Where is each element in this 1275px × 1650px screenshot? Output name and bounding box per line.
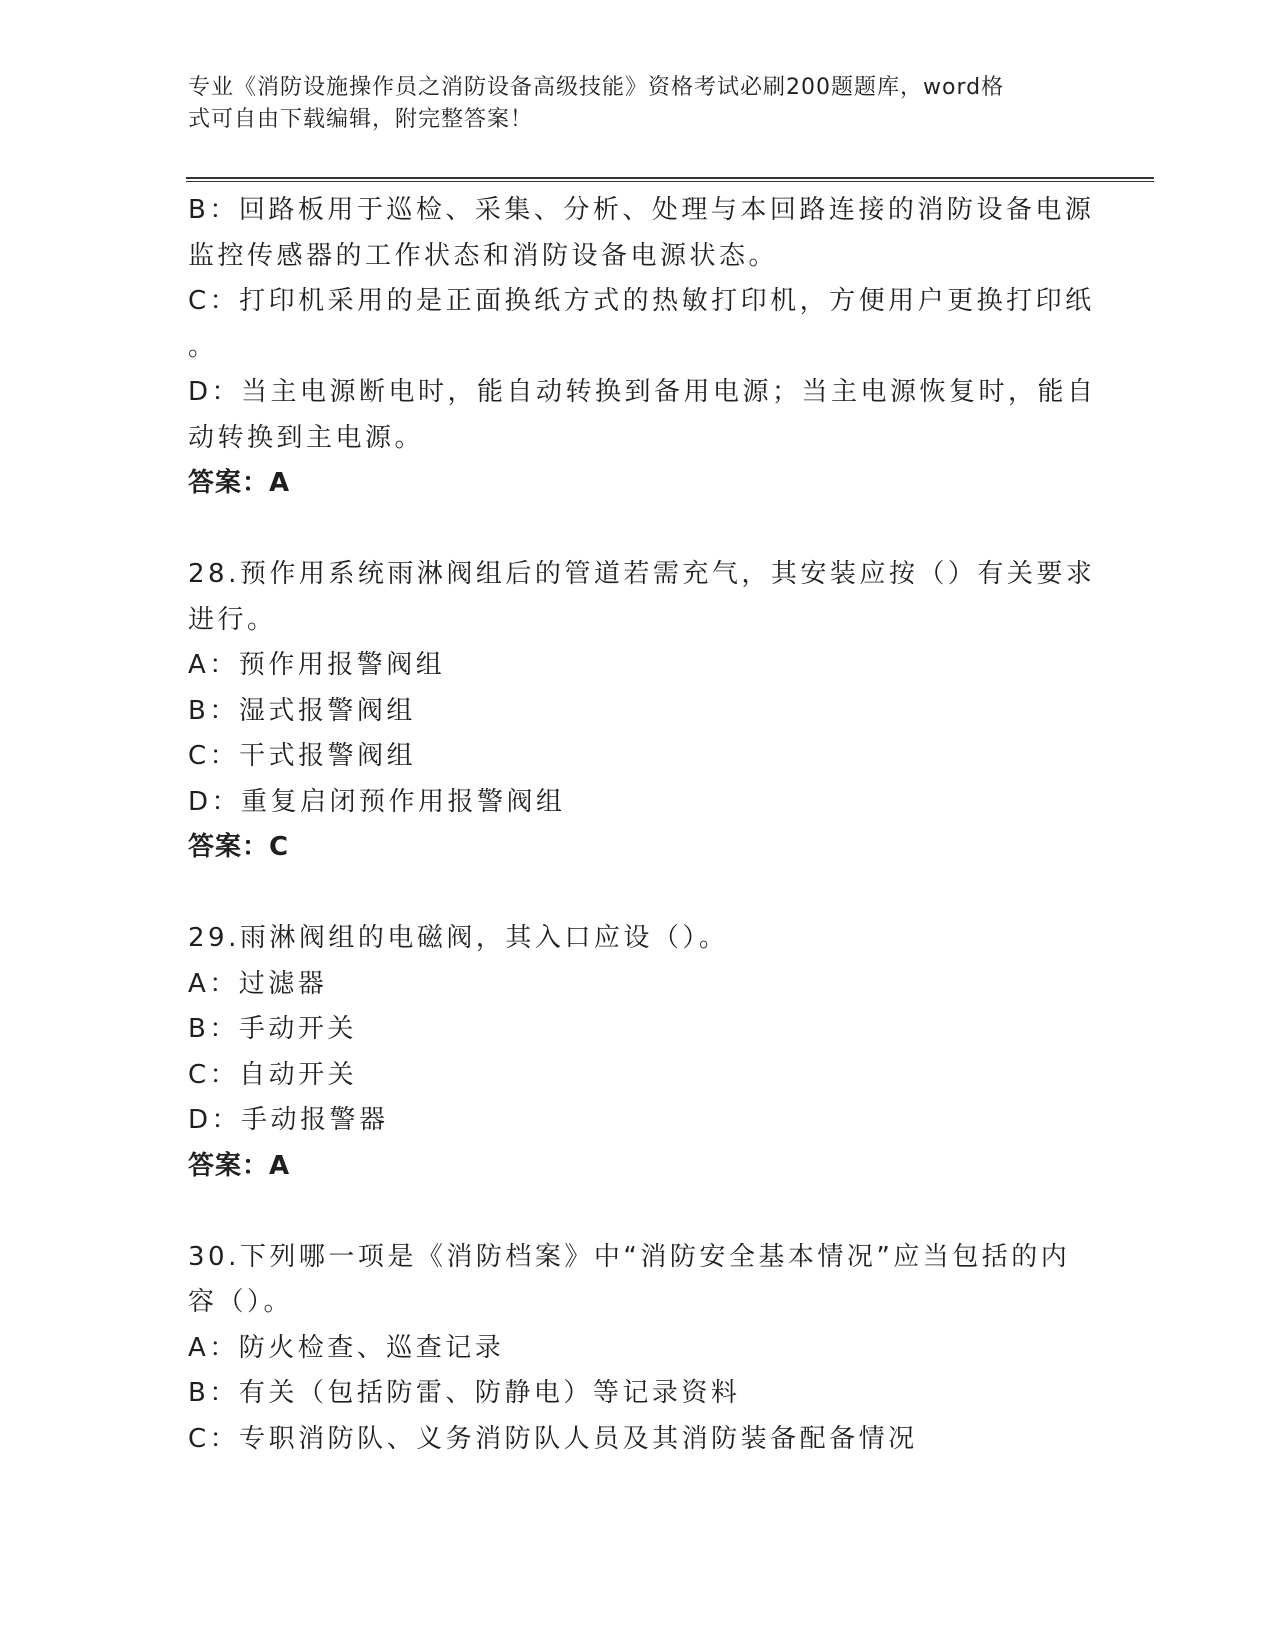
option-d: D：手动报警器: [188, 1105, 389, 1135]
option-d-line-2: 动转换到主电源。: [188, 422, 425, 453]
question-30: [188, 1235, 1088, 1463]
option-a: A：预作用报警阀组: [188, 650, 446, 680]
question-stem-line-2: 容（）。: [188, 1287, 294, 1317]
spacer: [188, 507, 1088, 553]
question-stem: 29.雨淋阀组的电磁阀，其入口应设（）。: [188, 923, 729, 953]
option-b: B：手动开关: [188, 1014, 357, 1044]
question-28: [188, 552, 1096, 871]
answer-label: 答案：C: [188, 832, 290, 862]
question-stem-line-1: 30.下列哪一项是《消防档案》中“消防安全基本情况”应当包括的内: [188, 1241, 1071, 1272]
question-stem-line-1: 28.预作用系统雨淋阀组后的管道若需充气，其安装应按（）有关要求: [188, 559, 1096, 589]
option-c-line-2: 。: [188, 331, 218, 362]
option-b-line-1: B：回路板用于巡检、采集、分析、处理与本回路连接的消防设备电源: [188, 195, 1095, 225]
answer-label: 答案：A: [188, 468, 291, 498]
spacer: [188, 871, 1088, 917]
question-content: [188, 188, 1097, 1462]
spacer: [188, 1189, 1088, 1235]
question-27-continued: [188, 188, 1097, 507]
option-c: C：干式报警阀组: [188, 741, 417, 771]
option-d-line-1: D：当主电源断电时，能自动转换到备用电源；当主电源恢复时，能自: [188, 377, 1097, 407]
header-line-2: 式可自由下载编辑，附完整答案！: [188, 107, 534, 132]
option-a: A：过滤器: [188, 968, 328, 999]
option-a: A：防火检查、巡查记录: [188, 1332, 505, 1363]
question-29: [188, 916, 1088, 1189]
header-divider: [186, 177, 1154, 182]
option-d: D：重复启闭预作用报警阀组: [188, 786, 566, 817]
question-stem-line-2: 进行。: [188, 604, 277, 635]
header-line-1: 专业《消防设施操作员之消防设备高级技能》资格考试必刷200题题库，word格: [188, 75, 1005, 100]
option-b: B：有关（包括防雷、防静电）等记录资料: [188, 1378, 741, 1408]
answer-label: 答案：A: [188, 1150, 291, 1181]
page-header: [188, 72, 1068, 136]
option-b-line-2: 监控传感器的工作状态和消防设备电源状态。: [188, 240, 779, 271]
option-c: C：自动开关: [188, 1059, 358, 1090]
option-c-line-1: C：打印机采用的是正面换纸方式的热敏打印机，方便用户更换打印纸: [188, 286, 1095, 316]
option-b: B：湿式报警阀组: [188, 695, 416, 726]
option-c: C：专职消防队、义务消防队人员及其消防装备配备情况: [188, 1423, 918, 1454]
